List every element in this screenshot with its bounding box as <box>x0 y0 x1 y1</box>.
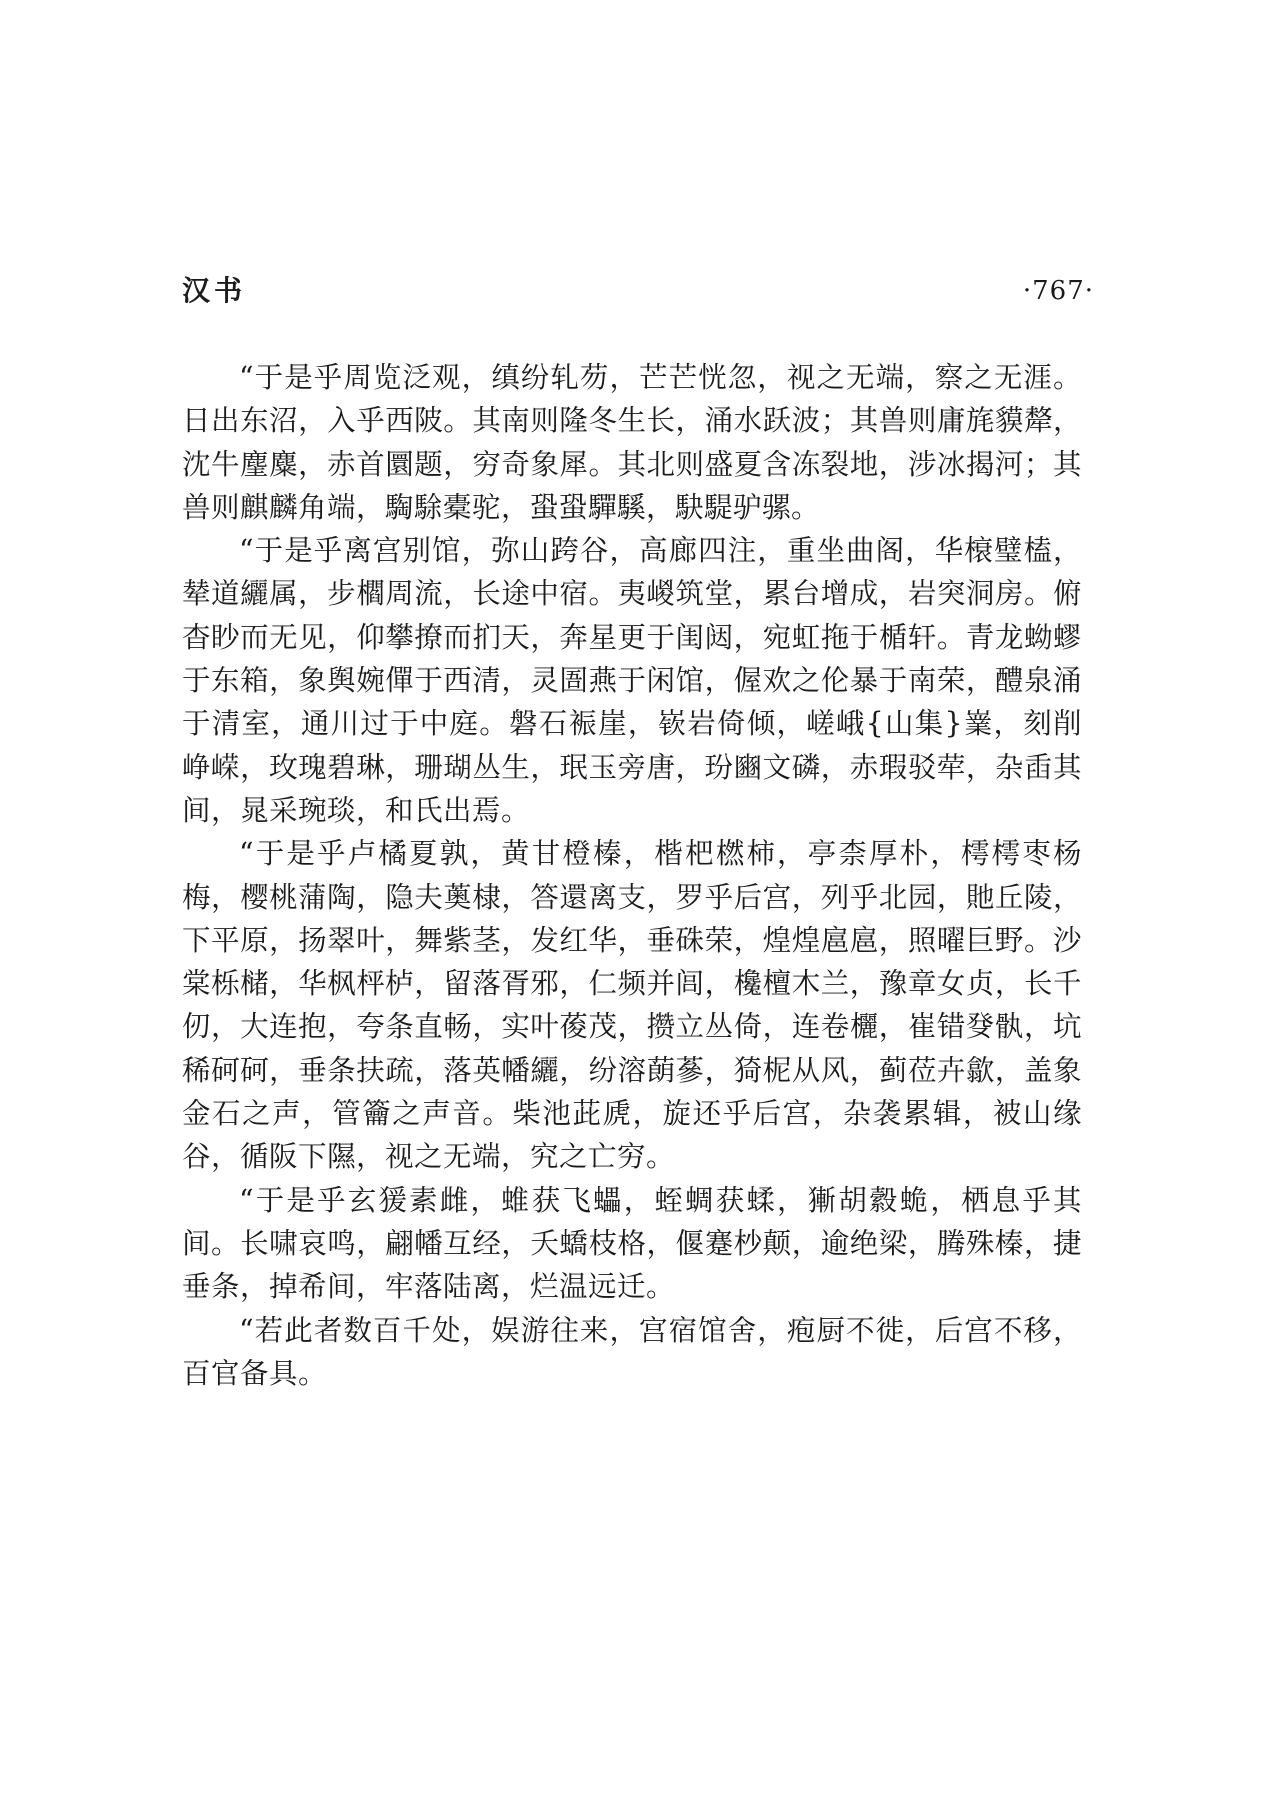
book-title: 汉书 <box>182 274 247 307</box>
body-text <box>182 356 1082 1395</box>
page-number: ·767· <box>1022 276 1094 306</box>
paragraph-4: “于是乎玄猨素雌，蜼获飞蠝，蛭蜩获蝚，獑胡縠蛫，栖息乎其间。长啸哀鸣，翩幡互经，夭蟜枝格，偃蹇杪颠，逾绝梁，腾殊榛，捷垂条，掉希间，牢落陆离，烂温远迁。 <box>182 1183 1082 1304</box>
paragraph-2: “于是乎离宫别馆，弥山跨谷，高廊四注，重坐曲阁，华榱璧榼，辇道纚属，步櫩周流，长途中宿。夷嵕筑堂，累台增成，岩突洞房。俯杳眇而无见，仰攀撩而扪天，奔星更于闺闼，宛虹拖于楯轩。青龙蚴蟉于东箱，象舆婉僤于西清，灵圄燕于闲馆，偓欢之伦暴于南荣，醴泉涌于清室，通川过于中庭。磐石裖崖，嵚岩倚倾，嵯峨{山集}嶪，刻削峥嵘，玫瑰碧琳，珊瑚丛生，珉玉旁唐，玢豳文磷，赤瑕驳荦，杂臿其间，晁采琬琰，和氏出焉。 <box>182 534 1082 827</box>
paragraph-1: “于是乎周览泛观，缜纷轧芴，芒芒恍忽，视之无端，察之无涯。日出东沼，入乎西陂。其南则隆冬生长，涌水跃波；其兽则庸旄貘犛，沈牛麈麋，赤首圜题，穷奇象犀。其北则盛夏含冻裂地，涉冰揭河；其兽则麒麟角端，騊駼橐驼，蛩蛩驒騱，駃騠驴骡。 <box>182 361 1082 524</box>
paragraph-3: “于是乎卢橘夏孰，黄甘橙榛，楷杷橪柿，亭柰厚朴，樗樗枣杨梅，樱桃蒲陶，隐夫薁棣，答還离支，罗乎后宫，列乎北园，貤丘陵，下平原，扬翠叶，舞紫茎，发红华，垂硃荣，煌煌扈扈，照曜巨野。沙棠栎槠，华枫枰栌，留落胥邪，仁频并闾，欃檀木兰，豫章女贞，长千仞，大连抱，夸条直畅，实叶葰茂，攒立丛倚，连卷欐，崔错癹骫，坑稀砢砢，垂条扶疏，落英幡纚，纷溶蓢蔘，猗柅从风，蓟莅卉歙，盖象金石之声，管籥之声音。柴池茈虒，旋还乎后宫，杂袭累辑，被山缘谷，循阪下隰，视之无端，究之亡穷。 <box>182 837 1082 1174</box>
paragraph-5: “若此者数百千处，娱游往来，宫宿馆舍，疱厨不徙，后宫不移，百官备具。 <box>182 1313 1082 1390</box>
running-header <box>182 271 1094 311</box>
